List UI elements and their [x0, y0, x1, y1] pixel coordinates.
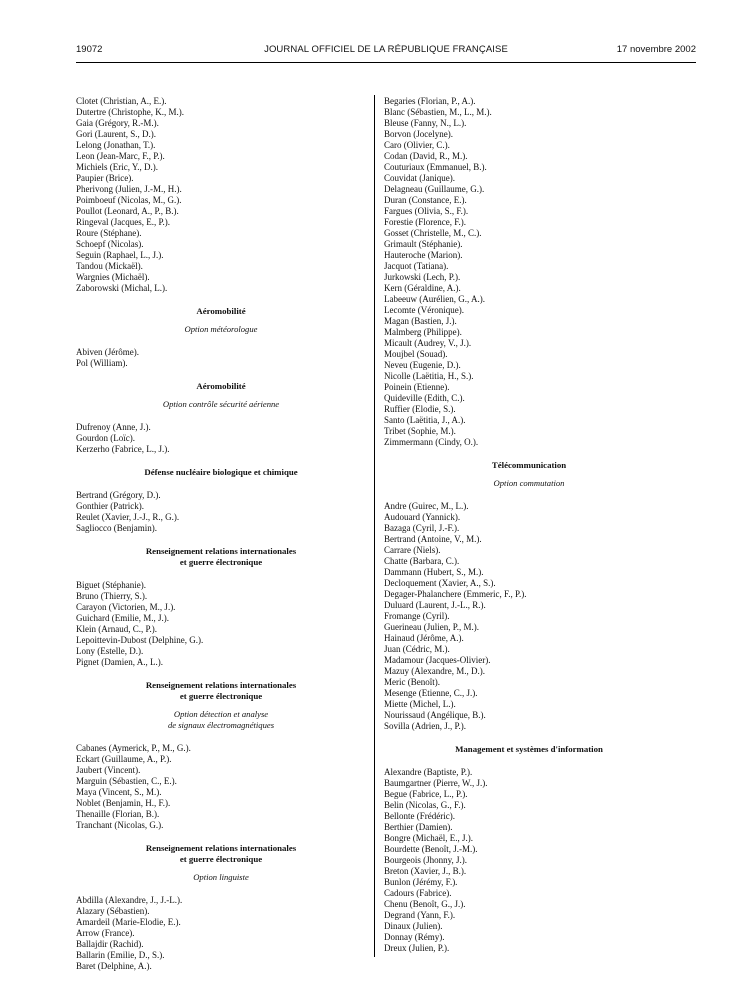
name-entry: Belin (Nicolas, G., F.). — [384, 800, 466, 810]
name-entry: Audouard (Yannick). — [384, 512, 461, 522]
section-option-line: Option commutation — [493, 478, 565, 488]
name-entry: Nicolle (Laëtitia, H., S.). — [384, 371, 474, 381]
name-entry: Meric (Benoît). — [384, 677, 440, 687]
name-entry: Jacquot (Tatiana). — [384, 261, 449, 271]
name-entry: Labeeuw (Aurélien, G., A.). — [384, 294, 485, 304]
name-entry: Forestie (Florence, F.). — [384, 217, 467, 227]
name-entry: Micault (Audrey, V., J.). — [384, 338, 472, 348]
name-entry: Clotet (Christian, A., E.). — [76, 96, 167, 106]
name-entry: Abdilla (Alexandre, J., J.-L.). — [76, 895, 183, 905]
name-entry: Gosset (Christelle, M., C.). — [384, 228, 482, 238]
name-entry: Maya (Vincent, S., M.). — [76, 787, 162, 797]
name-entry: Ringeval (Jacques, E., P.). — [76, 217, 170, 227]
section-heading — [76, 381, 366, 410]
name-entry: Baret (Delphine, A.). — [76, 961, 152, 971]
name-entry: Codan (David, R., M.). — [384, 151, 468, 161]
name-entry: Borvon (Jocelyne). — [384, 129, 453, 139]
name-entry: Pol (William). — [76, 358, 128, 368]
name-entry: Caro (Olivier, C.). — [384, 140, 450, 150]
name-entry: Ballarin (Emilie, D., S.). — [76, 950, 165, 960]
section-option-line: Option météorologue — [184, 324, 258, 334]
name-entry: Jaubert (Vincent). — [76, 765, 141, 775]
name-entry: Zimmermann (Cindy, O.). — [384, 437, 479, 447]
name-entry: Eckart (Guillaume, A., P.). — [76, 754, 172, 764]
section-heading — [76, 546, 366, 568]
name-entry: Klein (Arnaud, C., P.). — [76, 624, 157, 634]
name-entry: Moujbel (Souad). — [384, 349, 448, 359]
name-entry: Lecomte (Véronique). — [384, 305, 464, 315]
name-entry: Decloquement (Xavier, A., S.). — [384, 578, 496, 588]
name-entry: Lelong (Jonathan, T.). — [76, 140, 156, 150]
name-entry: Blanc (Sébastien, M., L., M.). — [384, 107, 492, 117]
name-entry: Quideville (Edith, C.). — [384, 393, 465, 403]
name-entry: Tribet (Sophie, M.). — [384, 426, 456, 436]
name-entry: Tandou (Mickaël). — [76, 261, 143, 271]
name-entry: Schoepf (Nicolas). — [76, 239, 144, 249]
name-entry: Mesenge (Etienne, C., J.). — [384, 688, 478, 698]
section-title: Renseignement relations internationales — [145, 843, 297, 853]
name-entry: Dutertre (Christophe, K., M.). — [76, 107, 184, 117]
section-option — [76, 709, 366, 731]
name-entry: Malmberg (Philippe). — [384, 327, 462, 337]
name-entry: Chenu (Benoît, G., J.). — [384, 899, 466, 909]
name-entry: Delagneau (Guillaume, G.). — [384, 184, 485, 194]
issue-date: 17 novembre 2002 — [616, 44, 696, 55]
name-entry: Lony (Estelle, D.). — [76, 646, 144, 656]
name-entry: Degager-Phalanchere (Emmeric, F., P.). — [384, 589, 527, 599]
name-entry: Miette (Michel, L.). — [384, 699, 456, 709]
name-entry: Pherivong (Julien, J.-M., H.). — [76, 184, 182, 194]
section-heading — [76, 467, 366, 478]
journal-title: JOURNAL OFFICIEL DE LA RÉPUBLIQUE FRANÇAISE — [264, 44, 508, 55]
name-entry: Alexandre (Baptiste, P.). — [384, 767, 473, 777]
name-entry: Mazuy (Alexandre, M., D.). — [384, 666, 485, 676]
name-entry: Alazary (Sébastien). — [76, 906, 150, 916]
name-entry: Marguin (Sébastien, C., E.). — [76, 776, 177, 786]
name-entry: Fromange (Cyril). — [384, 611, 450, 621]
name-entry: Sovilla (Adrien, J., P.). — [384, 721, 466, 731]
name-entry: Kern (Géraldine, A.). — [384, 283, 461, 293]
page-number: 19072 — [76, 44, 103, 55]
name-entry: Dammann (Hubert, S., M.). — [384, 567, 484, 577]
name-entry: Santo (Laëtitia, J., A.). — [384, 415, 466, 425]
name-entry: Gourdon (Loïc). — [76, 433, 135, 443]
name-entry: Begaries (Florian, P., A.). — [384, 96, 476, 106]
name-entry: Ballajdir (Rachid). — [76, 939, 144, 949]
name-entry: Madamour (Jacques-Olivier). — [384, 655, 491, 665]
name-entry: Poullot (Leonard, A., P., B.). — [76, 206, 179, 216]
section-option-line: Option détection et analyse — [173, 709, 269, 719]
section-title: Management et systèmes d'information — [455, 744, 603, 754]
section-option — [76, 872, 366, 883]
name-entry: Arrow (France). — [76, 928, 135, 938]
name-entry: Carrare (Niels). — [384, 545, 441, 555]
name-entry: Carayon (Victorien, M., J.). — [76, 602, 176, 612]
name-entry: Pignet (Damien, A., L.). — [76, 657, 163, 667]
section-title: Aéromobilité — [196, 306, 246, 316]
left-column — [76, 96, 366, 972]
name-entry: Guichard (Emilie, M., J.). — [76, 613, 169, 623]
section-heading — [384, 744, 674, 755]
section-heading — [76, 843, 366, 883]
name-entry: Begue (Fabrice, L., P.). — [384, 789, 468, 799]
name-entry: Paupier (Brice). — [76, 173, 134, 183]
name-entry: Dufrenoy (Anne, J.). — [76, 422, 151, 432]
name-entry: Bongre (Michaël, E., J.). — [384, 833, 473, 843]
section-option-line: Option contrôle sécurité aérienne — [162, 399, 280, 409]
section-title: Défense nucléaire biologique et chimique — [144, 467, 298, 477]
name-entry: Bellonte (Frédéric). — [384, 811, 455, 821]
section-title: Aéromobilité — [196, 381, 246, 391]
name-entry: Amardeil (Marie-Elodie, E.). — [76, 917, 181, 927]
section-option — [76, 399, 366, 410]
name-entry: Bunlon (Jérémy, F.). — [384, 877, 458, 887]
name-entry: Reulet (Xavier, J.-J., R., G.). — [76, 512, 180, 522]
name-entry: Hauteroche (Marion). — [384, 250, 463, 260]
name-entry: Bleuse (Fanny, N., L.). — [384, 118, 467, 128]
name-entry: Jurkowski (Lech, P.). — [384, 272, 461, 282]
name-entry: Couvidat (Janique). — [384, 173, 455, 183]
name-entry: Michiels (Eric, Y., D.). — [76, 162, 158, 172]
name-entry: Leon (Jean-Marc, F., P.). — [76, 151, 165, 161]
name-entry: Chatte (Barbara, C.). — [384, 556, 460, 566]
name-entry: Cabanes (Aymerick, P., M., G.). — [76, 743, 191, 753]
name-entry: Seguin (Raphael, L., J.). — [76, 250, 164, 260]
section-title: Télécommunication — [491, 460, 567, 470]
section-title: et guerre électronique — [179, 691, 263, 701]
name-entry: Fargues (Olivia, S., F.). — [384, 206, 469, 216]
name-entry: Andre (Guirec, M., L.). — [384, 501, 469, 511]
name-entry: Bertrand (Grégory, D.). — [76, 490, 161, 500]
section-option-line: de signaux électromagnétiques — [167, 720, 275, 730]
name-entry: Baumgartner (Pierre, W., J.). — [384, 778, 488, 788]
name-entry: Bruno (Thierry, S.). — [76, 591, 148, 601]
name-entry: Juan (Cédric, M.). — [384, 644, 450, 654]
name-entry: Nourissaud (Angélique, B.). — [384, 710, 486, 720]
name-entry: Lepoittevin-Dubost (Delphine, G.). — [76, 635, 204, 645]
name-entry: Poimboeuf (Nicolas, M., G.). — [76, 195, 182, 205]
name-entry: Degrand (Yann, F.). — [384, 910, 456, 920]
name-entry: Duran (Constance, E.). — [384, 195, 467, 205]
section-title: Renseignement relations internationales — [145, 546, 297, 556]
name-entry: Dinaux (Julien). — [384, 921, 443, 931]
section-title: et guerre électronique — [179, 557, 263, 567]
name-entry: Gaia (Grégory, R.-M.). — [76, 118, 159, 128]
name-entry: Dreux (Julien, P.). — [384, 943, 450, 953]
name-entry: Thenaille (Florian, B.). — [76, 809, 160, 819]
section-heading — [384, 460, 674, 489]
name-entry: Bourdette (Benoît, J.-M.). — [384, 844, 478, 854]
name-entry: Magan (Bastien, J.). — [384, 316, 457, 326]
name-entry: Duluard (Laurent, J.-L., R.). — [384, 600, 486, 610]
name-entry: Gonthier (Patrick). — [76, 501, 144, 511]
name-entry: Abiven (Jérôme). — [76, 347, 139, 357]
name-entry: Bertrand (Antoine, V., M.). — [384, 534, 482, 544]
name-entry: Guerineau (Julien, P., M.). — [384, 622, 479, 632]
name-entry: Donnay (Rémy). — [384, 932, 445, 942]
column-divider — [374, 95, 375, 957]
section-title: Renseignement relations internationales — [145, 680, 297, 690]
right-column — [384, 96, 674, 954]
name-entry: Grimault (Stéphanie). — [384, 239, 463, 249]
name-entry: Roure (Stéphane). — [76, 228, 142, 238]
name-entry: Gori (Laurent, S., D.). — [76, 129, 156, 139]
name-entry: Neveu (Eugenie, D.). — [384, 360, 461, 370]
section-title: et guerre électronique — [179, 854, 263, 864]
section-heading — [76, 680, 366, 731]
name-entry: Biguet (Stéphanie). — [76, 580, 146, 590]
section-option — [384, 478, 674, 489]
name-entry: Kerzerho (Fabrice, L., J.). — [76, 444, 170, 454]
name-entry: Zaborowski (Michal, L.). — [76, 283, 168, 293]
name-entry: Bazaga (Cyril, J.-F.). — [384, 523, 460, 533]
page-header — [76, 44, 696, 58]
section-heading — [76, 306, 366, 335]
name-entry: Breton (Xavier, J., B.). — [384, 866, 467, 876]
name-entry: Poinein (Etienne). — [384, 382, 450, 392]
name-entry: Berthier (Damien). — [384, 822, 453, 832]
name-entry: Sagliocco (Benjamin). — [76, 523, 157, 533]
name-entry: Noblet (Benjamin, H., F.). — [76, 798, 171, 808]
name-entry: Ruffier (Elodie, S.). — [384, 404, 456, 414]
section-option-line: Option linguiste — [193, 872, 249, 882]
name-entry: Tranchant (Nicolas, G.). — [76, 820, 164, 830]
name-entry: Bourgeois (Jhonny, J.). — [384, 855, 467, 865]
name-entry: Cadours (Fabrice). — [384, 888, 452, 898]
name-entry: Hainaud (Jérôme, A.). — [384, 633, 464, 643]
section-option — [76, 324, 366, 335]
name-entry: Wargnies (Michaël). — [76, 272, 150, 282]
name-entry: Couturiaux (Emmanuel, B.). — [384, 162, 487, 172]
header-rule — [76, 62, 696, 63]
